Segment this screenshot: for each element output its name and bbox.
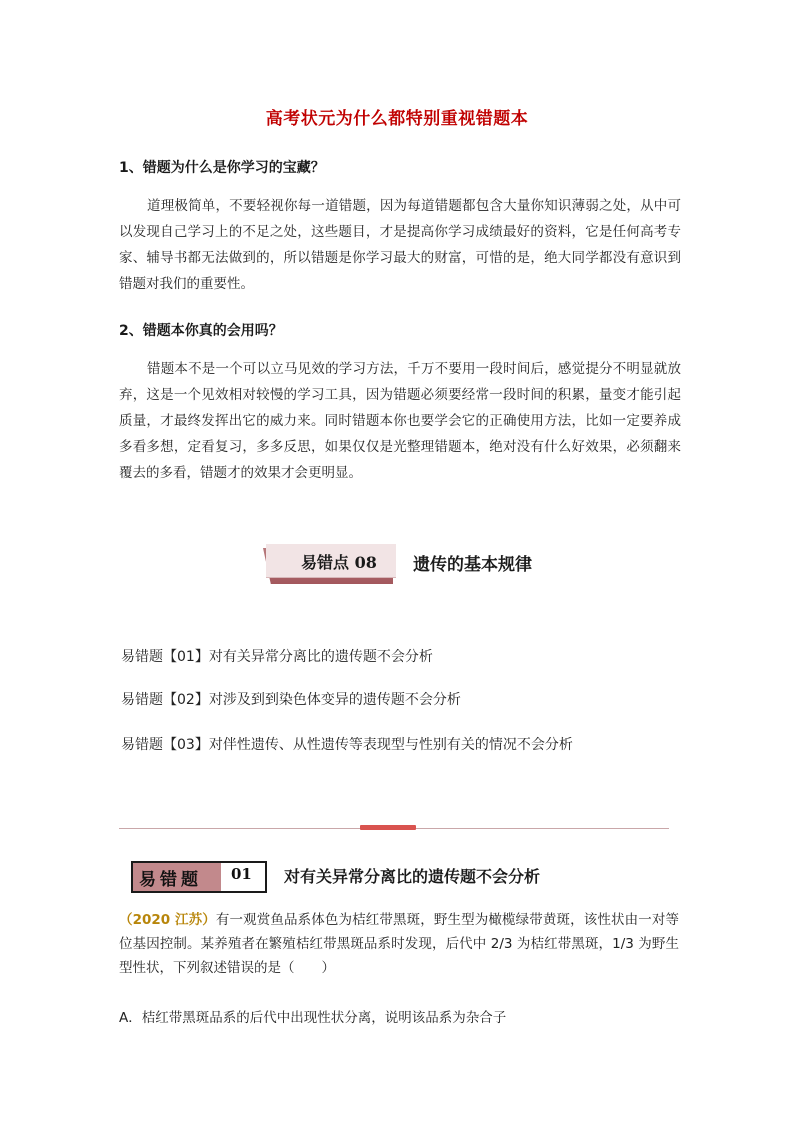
question-stem (119, 908, 679, 980)
question-badge (131, 861, 271, 895)
section-1-body: 道理极简单，不要轻视你每一道错题，因为每道错题都包含大量你知识薄弱之处，从中可以发现自己学习上的不足之处，这些题目，才是提高你学习成绩最好的资料，它是任何高考专家、辅导书都无法做到的，所以错题是你学习最大的财富，可惜的是，绝大同学都没有意识到错题对我们的重要性。 (119, 198, 681, 292)
badge-label: 易错题 (139, 870, 202, 890)
option-a: A．桔红带黑斑品系的后代中出现性状分离，说明该品系为杂合子 (119, 1010, 507, 1026)
section-1-heading: 1、错题为什么是你学习的宝藏？ (119, 160, 325, 176)
section-2-heading: 2、错题本你真的会用吗？ (119, 323, 283, 339)
error-point-banner (263, 544, 583, 584)
question-source: （2020 江苏） (119, 912, 216, 928)
question-stem-text: 有一观赏鱼品系体色为桔红带黑斑，野生型为橄榄绿带黄斑，该性状由一对等位基因控制。某养殖者在繁殖桔红带黑斑品系时发现，后代中 2/3 为桔红带黑斑，1/3 为野生型性状，下列叙述错误的是（ ） (119, 912, 680, 976)
error-item-02: 易错题【02】对涉及到到染色体变异的遗传题不会分析 (121, 692, 461, 708)
banner-title: 遗传的基本规律 (413, 555, 532, 575)
error-item-03: 易错题【03】对伴性遗传、从性遗传等表现型与性别有关的情况不会分析 (121, 737, 573, 753)
page-title: 高考状元为什么都特别重视错题本 (265, 109, 529, 129)
badge-number: 01 (231, 865, 252, 883)
section-2-body: 错题本不是一个可以立马见效的学习方法，千万不要用一段时间后，感觉提分不明显就放弃，这是一个见效相对较慢的学习工具，因为错题必须要经常一段时间的积累，量变才能引起质量，才最终发挥出它的威力来。同时错题本你也要学会它的正确使用方法，比如一定要养成多看多想，定看复习，多多反思，如果仅仅是光整理错题本，绝对没有什么好效果，必须翻来覆去的多看，错题才的效果才会更明显。 (119, 361, 681, 481)
divider-accent (360, 825, 416, 830)
error-item-01: 易错题【01】对有关异常分离比的遗传题不会分析 (121, 649, 433, 665)
banner-label: 易错点 08 (301, 553, 377, 572)
question-title: 对有关异常分离比的遗传题不会分析 (284, 867, 541, 886)
